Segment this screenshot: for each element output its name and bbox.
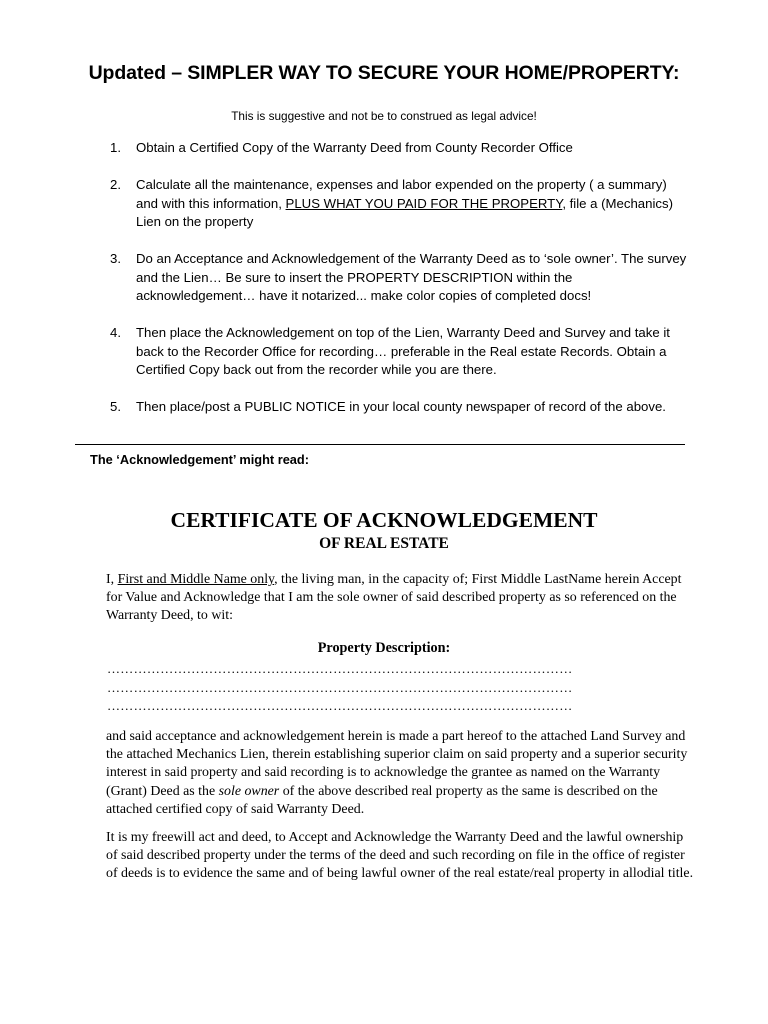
step-item [110, 324, 690, 380]
step-number: 1. [110, 140, 121, 155]
section-divider [75, 444, 685, 445]
step-text: Do an Acceptance and Acknowledgement of the Warranty Deed as to ‘sole owner’. The survey and the Lien… Be sure to insert the PROPERTY DESCRIPTION within the acknowledgement… have it notarized... make color copies of completed docs! [136, 251, 687, 303]
step-number: 2. [110, 177, 121, 192]
disclaimer-text: This is suggestive and not be to construed as legal advice! [231, 109, 537, 123]
certificate-subtitle: OF REAL ESTATE [319, 535, 449, 552]
property-description-heading: Property Description: [317, 640, 451, 656]
certificate-paragraph-1 [90, 571, 696, 626]
name-placeholder: First and Middle Name only [117, 572, 275, 587]
steps-list [110, 139, 690, 435]
sole-owner-emphasis: sole owner [218, 783, 280, 799]
certificate-title: CERTIFICATE OF ACKNOWLEDGEMENT [170, 508, 598, 532]
para2-start: and said acceptance and acknowledgement herein is made a part hereof to the attached Land Survey and the attached Mechanics Lien, therein establishing superior claim on said property and a superior security interest in said property and said recording is to acknowledge the grantee as named on the Warranty (Grant) Deed as the [106, 729, 688, 799]
step-item [110, 139, 690, 158]
property-description-line: …………………………………………………………………………………………… [107, 698, 573, 713]
certificate-paragraph-2 [90, 728, 696, 819]
step-number: 4. [110, 325, 121, 340]
para1-prefix: I, [106, 572, 115, 587]
step-number: 3. [110, 251, 121, 266]
certificate-paragraph-3: It is my freewill act and deed, to Accept and Acknowledge the Warranty Deed and the lawful ownership of said described property under the terms of the deed and such recording on file in the office of register of deeds is to evidence the same and of being lawful owner of the real estate/real property in allodial title. [106, 830, 694, 882]
step-text-end: , file a (Mechanics) Lien on the property [136, 195, 673, 229]
step-text: Calculate all the maintenance, expenses and labor expended on the property ( a summary) and with this information, [136, 177, 667, 211]
step-item [110, 250, 690, 306]
step-number: 5. [110, 399, 121, 414]
step-text: Obtain a Certified Copy of the Warranty Deed from County Recorder Office [136, 140, 573, 155]
para2-end: of the above described real property as the same is described on the attached certified copy of said Warranty Deed. [106, 783, 658, 817]
property-description-line: …………………………………………………………………………………………… [107, 680, 573, 695]
property-description-line: …………………………………………………………………………………………… [107, 661, 573, 676]
acknowledgement-intro: The ‘Acknowledgement’ might read: [90, 452, 310, 467]
step-item [110, 176, 690, 232]
step-underlined-text: PLUS WHAT YOU PAID FOR THE PROPERTY [285, 195, 563, 211]
step-item [110, 398, 690, 417]
step-text: Then place the Acknowledgement on top of the Lien, Warranty Deed and Survey and take it back to the Recorder Office for recording… preferable in the Real estate Records. Obtain a Certified Copy back out from the recorder while you are there. [136, 325, 670, 377]
page-title: Updated – SIMPLER WAY TO SECURE YOUR HOME/PROPERTY: [88, 62, 680, 84]
para1-rest: , the living man, in the capacity of; First Middle LastName herein Accept for Value and Acknowledge that I am the sole owner of said described property as so referenced on the Warranty Deed, to wit: [106, 572, 682, 624]
step-text: Then place/post a PUBLIC NOTICE in your local county newspaper of record of the above. [136, 399, 666, 414]
